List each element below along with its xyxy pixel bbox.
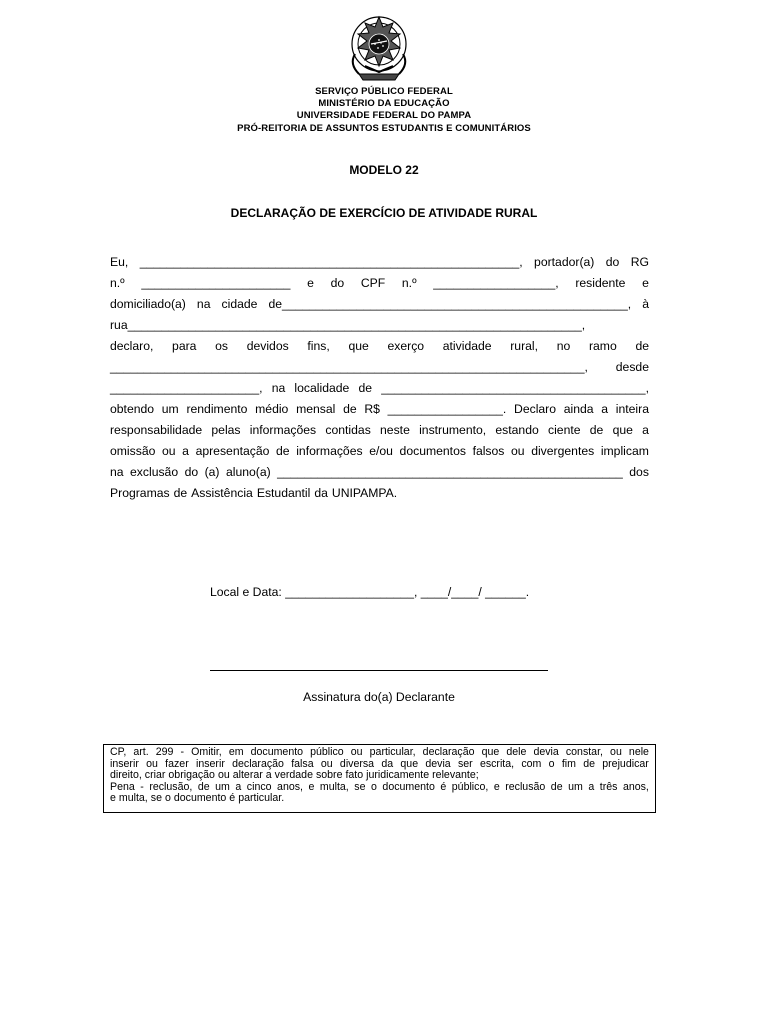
- header-line-dept: PRÓ-REITORIA DE ASSUNTOS ESTUDANTIS E COMUNITÁRIOS: [237, 123, 531, 134]
- local-date-field: Local e Data: ___________________, ____/____/ ______.: [210, 585, 530, 599]
- body-line: obtendo um rendimento médio mensal de R$ _________________. Declaro ainda a inteira: [110, 402, 649, 416]
- legal-notice-line: direito, criar obrigação ou alterar a verdade sobre fato juridicamente relevante;: [110, 769, 479, 782]
- header-line-university: UNIVERSIDADE FEDERAL DO PAMPA: [296, 110, 472, 121]
- legal-notice-box: [103, 744, 656, 813]
- model-number: MODELO 22: [349, 163, 419, 177]
- body-line: n.º ______________________ e do CPF n.º __________________, residente e: [110, 276, 649, 290]
- brazil-coat-of-arms-icon: [345, 14, 413, 84]
- body-line: Programas de Assistência Estudantil da UNIPAMPA.: [110, 486, 398, 500]
- body-line: Eu, ________________________________________________________, portador(a) do RG: [110, 255, 649, 269]
- body-line: omissão ou a apresentação de informações e/ou documentos falsos ou divergentes implicam: [110, 444, 649, 458]
- header-line-ministry: MINISTÉRIO DA EDUCAÇÃO: [318, 98, 450, 109]
- signature-label: Assinatura do(a) Declarante: [303, 690, 455, 704]
- body-line: declaro, para os devidos fins, que exerço atividade rural, no ramo de: [110, 339, 649, 353]
- body-line: domiciliado(a) na cidade de___________________________________________________, à: [110, 297, 649, 311]
- legal-notice-line: e multa, se o documento é particular.: [110, 792, 285, 805]
- document-title: DECLARAÇÃO DE EXERCÍCIO DE ATIVIDADE RURAL: [230, 206, 538, 220]
- legal-notice-line: inserir ou fazer inserir declaração falsa ou diversa da que devia ser escrita, com o fim de prejudicar: [110, 757, 649, 770]
- legal-notice-line: Pena - reclusão, de um a cinco anos, e multa, se o documento é público, e reclusão de um a três anos,: [110, 780, 649, 793]
- body-line: responsabilidade pelas informações contidas neste instrumento, estando ciente de que a: [110, 423, 649, 437]
- header-line-service: SERVIÇO PÚBLICO FEDERAL: [315, 86, 453, 97]
- body-line: na exclusão do (a) aluno(a) ___________________________________________________ dos: [110, 465, 649, 479]
- body-line: rua___________________________________________________________________,: [110, 318, 586, 332]
- legal-notice-line: CP, art. 299 - Omitir, em documento público ou particular, declaração que dele devia constar, ou nele: [110, 746, 649, 758]
- body-line: ______________________, na localidade de _______________________________________,: [110, 381, 649, 395]
- signature-line: [210, 670, 548, 671]
- body-line: ______________________________________________________________________, desde: [110, 360, 649, 374]
